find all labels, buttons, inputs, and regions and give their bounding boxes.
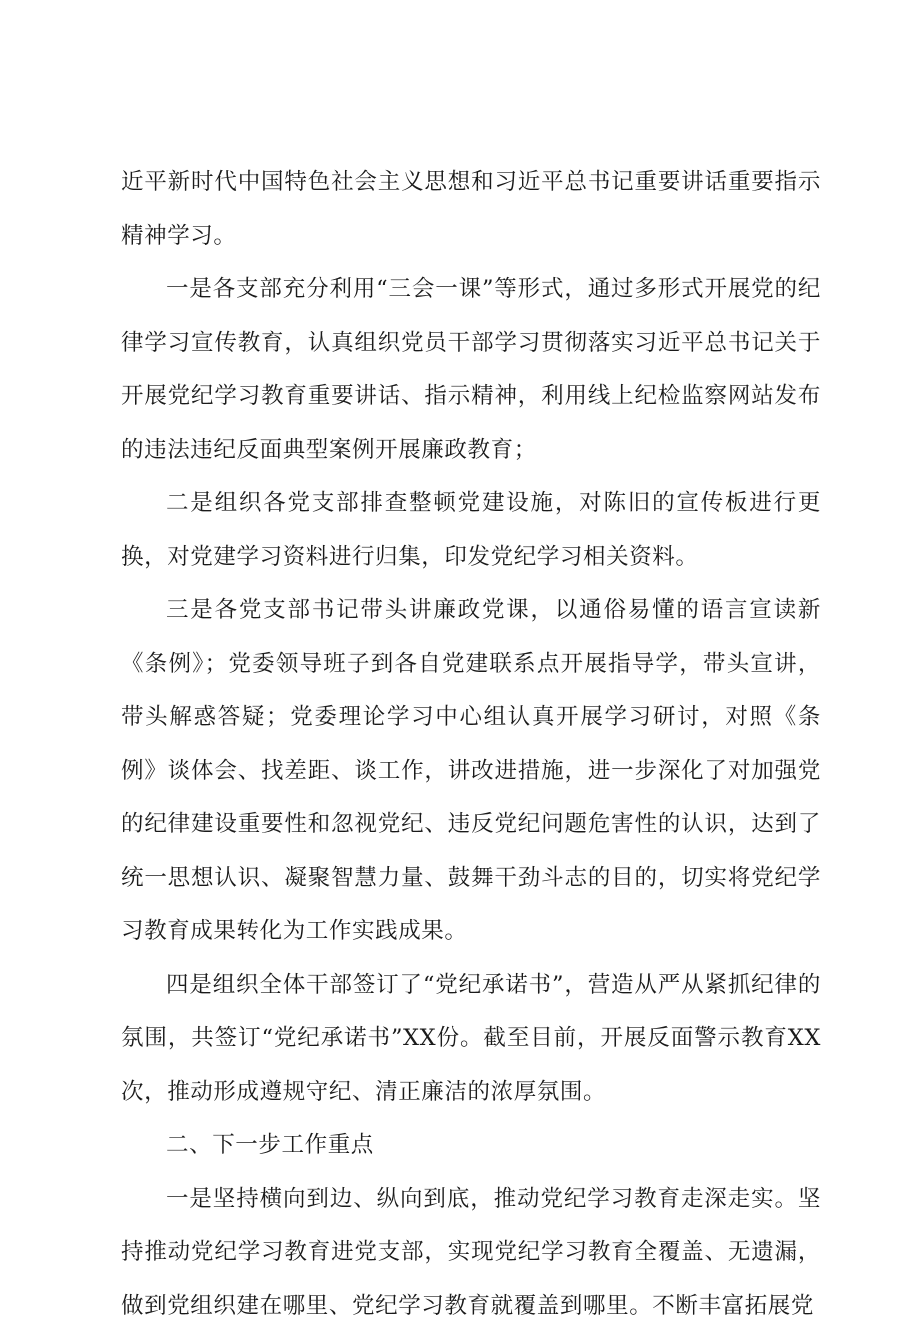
paragraph-continuation: 近平新时代中国特色社会主义思想和习近平总书记重要讲话重要指示精神学习。 (121, 156, 821, 263)
paragraph-item-one: 一是各支部充分利用“三会一课”等形式，通过多形式开展党的纪律学习宣传教育，认真组织党员干部学习贯彻落实习近平总书记关于开展党纪学习教育重要讲话、指示精神，利用线上纪检监察网站发布的违法违纪反面典型案例开展廉政教育； (121, 263, 821, 477)
document-body (121, 156, 821, 1333)
paragraph-item-four: 四是组织全体干部签订了“党纪承诺书”，营造从严从紧抓纪律的氛围，共签订“党纪承诺书”XX份。截至目前，开展反面警示教育XX次，推动形成遵规守纪、清正廉洁的浓厚氛围。 (121, 959, 821, 1120)
section-heading: 二、下一步工作重点 (121, 1119, 821, 1173)
paragraph-next-step-one: 一是坚持横向到边、纵向到底，推动党纪学习教育走深走实。坚持推动党纪学习教育进党支部，实现党纪学习教育全覆盖、无遗漏，做到党组织建在哪里、党纪学习教育就覆盖到哪里。不断丰富拓展党 (121, 1173, 821, 1333)
paragraph-item-three: 三是各党支部书记带头讲廉政党课，以通俗易懂的语言宣读新《条例》；党委领导班子到各自党建联系点开展指导学，带头宣讲，带头解惑答疑；党委理论学习中心组认真开展学习研讨，对照《条例》谈体会、找差距、谈工作，讲改进措施，进一步深化了对加强党的纪律建设重要性和忽视党纪、违反党纪问题危害性的认识，达到了统一思想认识、凝聚智慧力量、鼓舞干劲斗志的目的，切实将党纪学习教育成果转化为工作实践成果。 (121, 584, 821, 959)
paragraph-item-two: 二是组织各党支部排查整顿党建设施，对陈旧的宣传板进行更换，对党建学习资料进行归集，印发党纪学习相关资料。 (121, 477, 821, 584)
